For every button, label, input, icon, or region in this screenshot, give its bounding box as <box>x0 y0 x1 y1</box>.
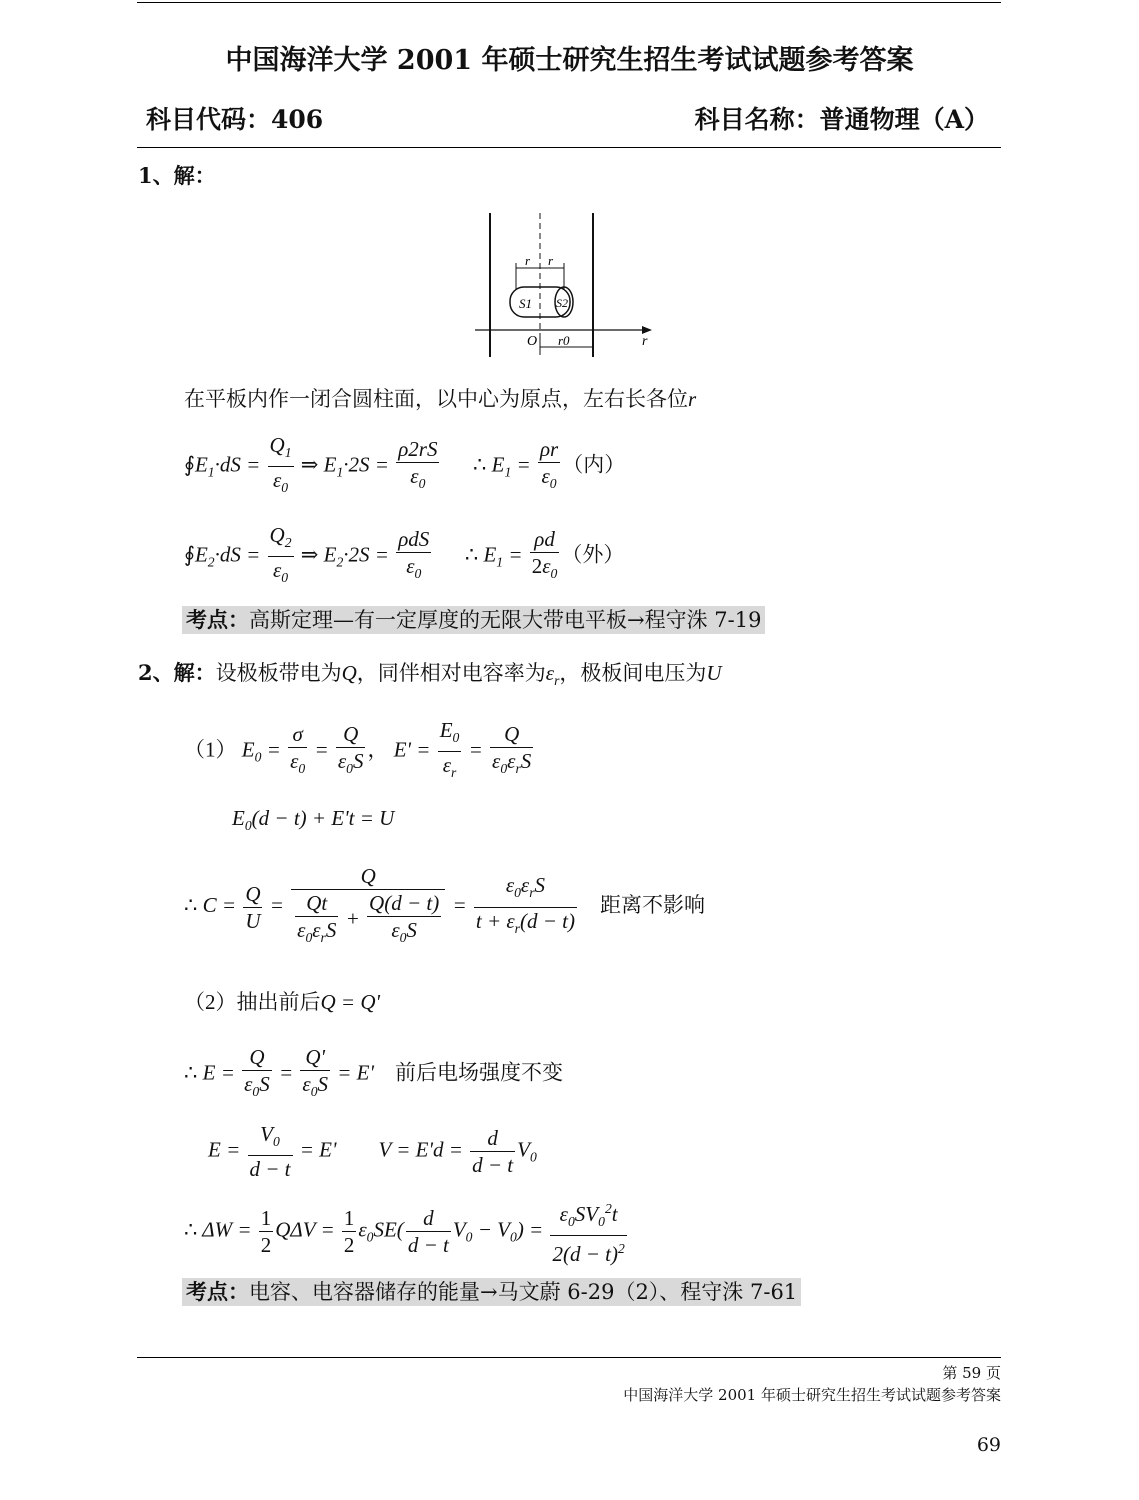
q1-equation-outside: $∮E_2\cdot dS$ = $\frac{Q_2}{\varepsilon_0}$ ⇒ $E_2\cdot 2S$ = $\frac{\text{ρdS}}{\varepsilon_0}$ ∴ $E_1$ = $\frac{\rho d}{2\varepsilon_0}$ （外） <box>184 523 625 586</box>
fig-label-o: O <box>527 334 538 349</box>
q2-kaodian-label: 考点： <box>186 1279 249 1304</box>
q2-intro: 2、解：设极板带电为Q，同伴相对电容率为$\varepsilon_r$，极板间电压为U <box>138 660 722 689</box>
q2-part1-label: （1） <box>184 737 237 762</box>
q2-eq-fields: （1） $E_0$ = $\frac{\sigma}{\varepsilon_0}$ = $\frac{Q}{\varepsilon_0S}$ ， E' = $\frac{E_0}{\varepsilon_r}$ = $\frac{Q}{\varepsilon_0\varepsilon_rS}$ <box>184 718 532 781</box>
q1-kaodian-text: 高斯定理—有一定厚度的无限大带电平板→程守洙 7-19 <box>249 608 762 632</box>
q2-eq-capacitance: ∴ C = $\frac{Q}{U}$ = Q $\frac{Qt}{\varepsilon_0\varepsilon_rS}$ + $\frac{Q(d - t)}{\varepsilon_0S}$ = $\frac{\varepsilon_0\varepsilon_rS}{t + \varepsilon_r(d - t)}$ 距离不影响 <box>184 864 705 946</box>
fig-label-r0: r0 <box>558 333 570 348</box>
fig-label-r-left: r <box>525 253 531 268</box>
q2-eq-field-same: ∴ E = $\frac{Q}{\varepsilon_0S}$ = $\frac{Q'}{\varepsilon_0S}$ = E' 前后电场强度不变 <box>184 1045 564 1100</box>
subject-name: 科目名称：普通物理（A） <box>694 105 989 134</box>
fig-label-s2: S2 <box>556 296 568 310</box>
q1-outside-note: （外） <box>561 542 625 567</box>
q1-equation-inside: $∮E_1\cdot dS$ = $\frac{Q_1}{\varepsilon_0}$ ⇒ $E_1\cdot 2S$ = $\frac{\rho 2rS}{\varepsilon_0}$ ∴ $E_1$ = $\frac{\rho r}{\varepsilon_0}$ （内） <box>184 433 626 496</box>
q2-part2-label: （2）抽出前后 <box>184 990 321 1014</box>
q2-distance-note: 距离不影响 <box>599 892 705 917</box>
q1-kaodian-label: 考点： <box>186 607 249 632</box>
q2-part2: （2）抽出前后Q = Q' <box>184 990 380 1014</box>
q1-setup-text <box>184 383 696 413</box>
page-number: 69 <box>976 1434 1001 1456</box>
q2-heading: 2、解： <box>138 660 216 685</box>
q2-kaodian <box>182 1276 801 1306</box>
fig-label-s1: S1 <box>519 296 532 311</box>
q2-eq-potential: E = $\frac{V_0}{d - t}$ = E' V = E'd = $\frac{d}{d - t}$ $V_0$ <box>208 1122 537 1182</box>
q1-inside-note: （内） <box>562 452 626 477</box>
q2-eq-energy: ∴ ΔW = $\frac{1}{2}$ QΔV = $\frac{1}{2}$ $\varepsilon_0SE$( $\frac{d}{d - t}$ $V_0 - V_0$) = $\frac{\varepsilon_0SV_0^2t}{2(d - t)^2}$ <box>184 1196 629 1267</box>
fig-label-axis-r: r <box>642 334 648 349</box>
q2-intro-a: 设极板带电为 <box>215 661 342 685</box>
header-rule <box>137 147 1001 148</box>
q1-kaodian <box>182 604 765 634</box>
page-title: 中国海洋大学 2001 年硕士研究生招生考试试题参考答案 <box>225 45 914 76</box>
footer-title: 中国海洋大学 2001 年硕士研究生招生考试试题参考答案 <box>623 1386 1001 1404</box>
footer-rule <box>137 1357 1001 1358</box>
q1-figure <box>470 205 670 365</box>
q1-setup-var: r <box>688 387 697 411</box>
q2-intro-c: ，极板间电压为 <box>559 661 707 685</box>
subject-code: 科目代码：406 <box>146 105 324 134</box>
footer-page-label: 第 59 页 <box>942 1364 1001 1382</box>
q2-intro-b: ，同伴相对电容率为 <box>356 661 546 685</box>
fig-label-r-right: r <box>548 253 554 268</box>
q1-setup-sentence: 在平板内作一闭合圆柱面，以中心为原点，左右长各位 <box>184 387 688 411</box>
q2-kaodian-text: 电容、电容器储存的能量→马文蔚 6-29（2）、程守洙 7-61 <box>249 1280 798 1304</box>
q2-field-note: 前后电场强度不变 <box>395 1060 564 1085</box>
q1-heading: 1、解： <box>138 163 216 188</box>
top-rule <box>137 2 1001 3</box>
q2-eq-voltage: $E_0(d - t) + E't = U$ <box>232 806 395 834</box>
